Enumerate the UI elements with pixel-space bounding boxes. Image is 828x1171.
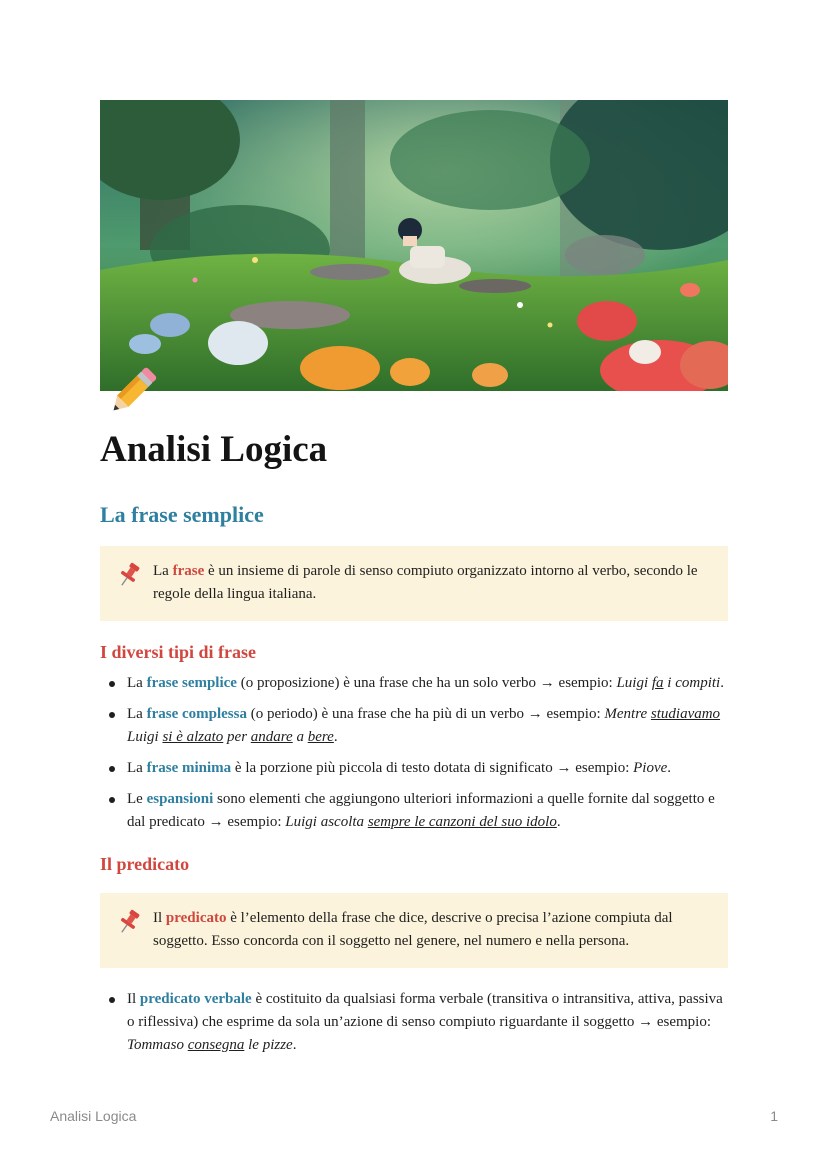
- list-item: Il predicato verbale è costituito da qualsiasi forma verbale (transitiva o intransitiva, attiva, passiva o riflessiva) che esprime da sola un’azione di senso compiuto riguardante il soggetto → esempio: Tommaso consegna le pizze.: [100, 988, 728, 1057]
- callout-text: La frase è un insieme di parole di senso compiuto organizzato intorno al verbo, secondo le regole della lingua italiana.: [153, 563, 698, 602]
- list-item: La frase complessa (o periodo) è una frase che ha più di un verbo → esempio: Mentre studiavamo Luigi si è alzato per andare a bere.: [100, 703, 728, 749]
- pushpin-icon: [116, 562, 142, 588]
- section-heading-frase-semplice: La frase semplice: [100, 502, 264, 527]
- term-frase: frase: [172, 563, 205, 579]
- cover-image: [100, 100, 728, 391]
- term-predicato: predicato: [165, 910, 227, 926]
- subheading-predicato: Il predicato: [100, 854, 190, 874]
- list-item: Le espansioni sono elementi che aggiungono ulteriori informazioni a quelle fornite dal soggetto e dal predicato → esempio: Luigi ascolta sempre le canzoni del suo idolo.: [100, 788, 728, 834]
- list-predicato: [100, 988, 728, 1065]
- callout-definition-frase: [100, 546, 728, 621]
- callout-text: Il predicato è l’elemento della frase che dice, descrive o precisa l’azione compiuta dal soggetto. Esso concorda con il soggetto nel genere, nel numero e nella persona.: [153, 910, 673, 949]
- footer-doc-title: Analisi Logica: [50, 1108, 137, 1124]
- page-title: Analisi Logica: [100, 429, 328, 470]
- subheading-tipi-di-frase: I diversi tipi di frase: [100, 642, 256, 662]
- list-item: La frase semplice (o proposizione) è una frase che ha un solo verbo → esempio: Luigi fa i compiti.: [100, 672, 728, 695]
- list-tipi-di-frase: [100, 672, 728, 842]
- callout-definition-predicato: [100, 893, 728, 968]
- footer-page-number: 1: [770, 1108, 778, 1124]
- pushpin-icon: [116, 909, 142, 935]
- pencil-icon: [102, 362, 162, 422]
- list-item: La frase minima è la porzione più piccola di testo dotata di significato → esempio: Piove.: [100, 757, 728, 780]
